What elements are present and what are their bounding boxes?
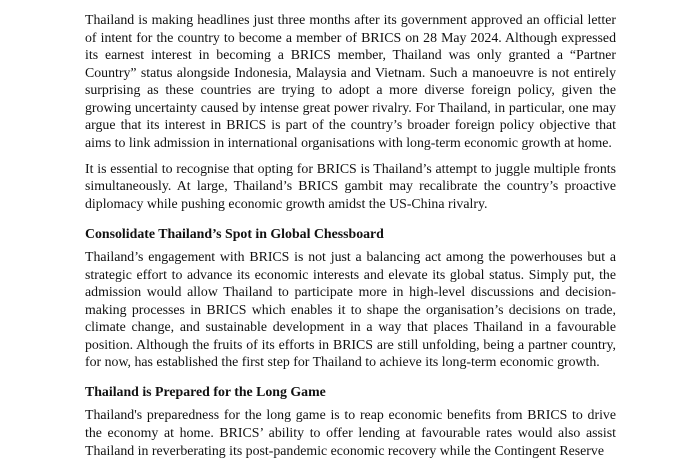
intro-paragraph-1: Thailand is making headlines just three months after its government approved an official letter of intent for the country to become a member of BRICS on 28 May 2024. Although expressed its earnest interest in becoming a BRICS member, Thailand was only granted a “Partner Country” status alongside Indonesia, Malaysia and Vietnam. Such a manoeuvre is not entirely surprising as these countries are trying to adopt a more diverse foreign policy, given the growing uncertainty caused by intense great power rivalry. For Thailand, in particular, one may argue that its interest in BRICS is part of the country’s broader foreign policy objective that aims to link admission in international organisations with long-term economic growth at home. <box>85 12 616 150</box>
section-paragraph-long-game: Thailand's preparedness for the long game is to reap economic benefits from BRICS to drive the economy at home. BRICS’ ability to offer lending at favourable rates would also assist Thailand in reverberating its post-pandemic economic recovery while the Contingent Reserve <box>85 407 616 458</box>
document-page <box>85 11 616 468</box>
section-heading-long-game: Thailand is Prepared for the Long Game <box>85 383 326 399</box>
section-heading-global-chessboard: Consolidate Thailand’s Spot in Global Chessboard <box>85 225 384 241</box>
section-paragraph-global-chessboard: Thailand’s engagement with BRICS is not just a balancing act among the powerhouses but a strategic effort to advance its economic interests and elevate its global status. Simply put, the admission would allow Thailand to participate more in high-level discussions and decision-making processes in BRICS which enables it to shape the organisation’s decisions on trade, climate change, and sustainable development in a way that places Thailand in a favourable position. Although the fruits of its efforts in BRICS are still unfolding, being a partner country, for now, has established the first step for Thailand to achieve its long-term economic growth. <box>85 249 616 370</box>
intro-paragraph-2: It is essential to recognise that opting for BRICS is Thailand’s attempt to juggle multiple fronts simultaneously. At large, Thailand’s BRICS gambit may recalibrate the country’s proactive diplomacy while pushing economic growth amidst the US-China rivalry. <box>85 160 616 211</box>
